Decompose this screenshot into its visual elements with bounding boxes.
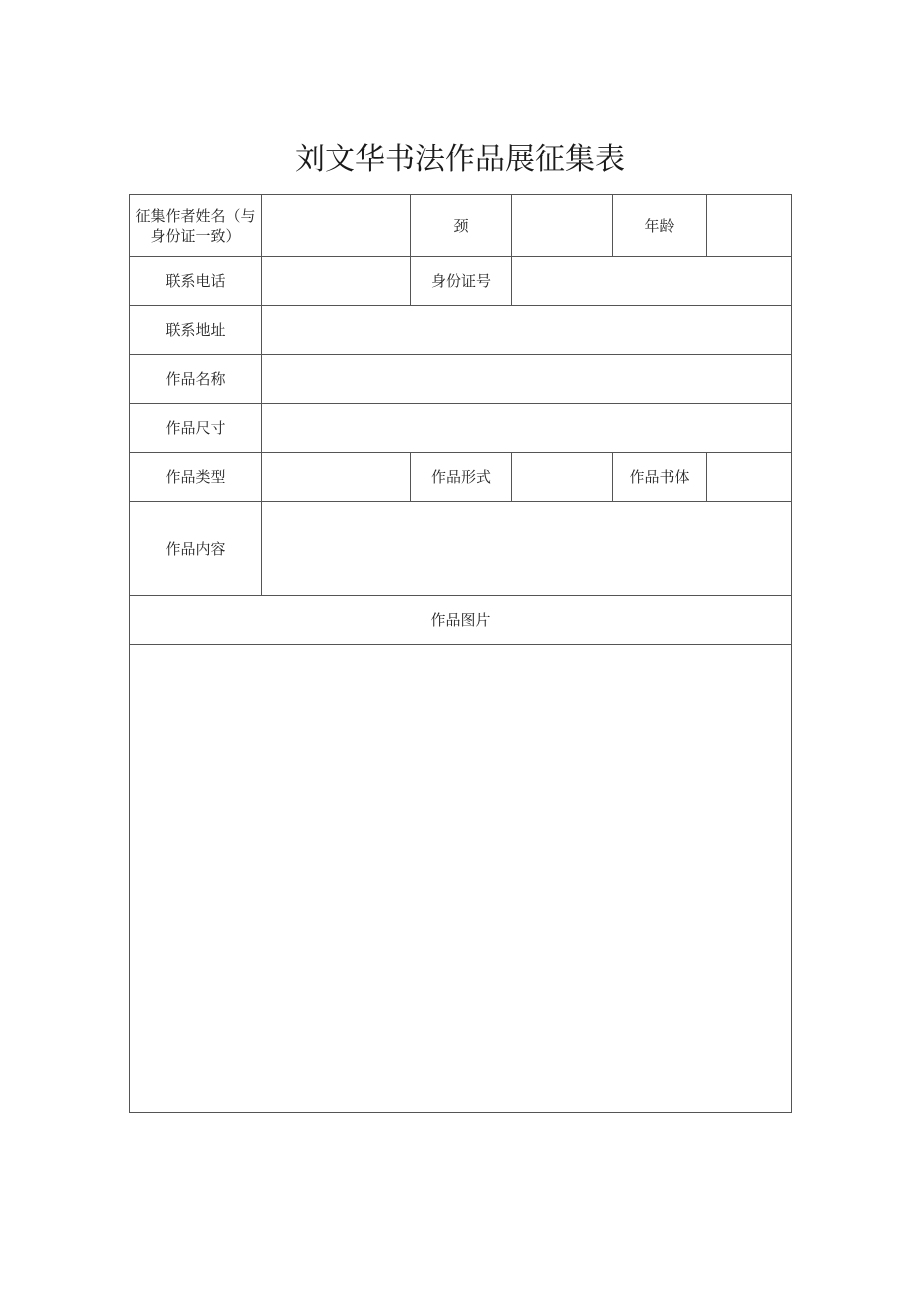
address-field[interactable]: [262, 306, 792, 355]
work-title-label: 作品名称: [130, 355, 262, 404]
address-label: 联系地址: [130, 306, 262, 355]
work-form-field[interactable]: [512, 453, 613, 502]
age-field[interactable]: [707, 195, 792, 257]
author-name-label: [130, 195, 262, 257]
phone-label: 联系电话: [130, 257, 262, 306]
work-content-field[interactable]: [262, 502, 792, 596]
gender-field[interactable]: [512, 195, 613, 257]
row-address: [130, 306, 792, 355]
author-name-label-line2: 身份证一致）: [150, 226, 241, 245]
row-author-info: [130, 195, 792, 257]
row-work-content: [130, 502, 792, 596]
work-type-field[interactable]: [262, 453, 411, 502]
row-work-image-header: [130, 596, 792, 645]
id-number-field[interactable]: [512, 257, 792, 306]
row-work-size: [130, 404, 792, 453]
work-script-field[interactable]: [707, 453, 792, 502]
author-name-field[interactable]: [262, 195, 411, 257]
work-type-label: 作品类型: [130, 453, 262, 502]
row-work-image-area: [130, 645, 792, 1113]
row-contact: [130, 257, 792, 306]
work-image-label: 作品图片: [130, 596, 792, 645]
phone-field[interactable]: [262, 257, 411, 306]
submission-form-table: [129, 194, 792, 1113]
age-label: 年龄: [613, 195, 707, 257]
work-form-label: 作品形式: [411, 453, 512, 502]
work-size-label: 作品尺寸: [130, 404, 262, 453]
work-script-label: 作品书体: [613, 453, 707, 502]
id-number-label: 身份证号: [411, 257, 512, 306]
author-name-label-line1: 征集作者姓名（与: [135, 206, 256, 225]
row-work-details: [130, 453, 792, 502]
work-content-label: 作品内容: [130, 502, 262, 596]
row-work-title: [130, 355, 792, 404]
work-image-area[interactable]: [130, 645, 792, 1113]
gender-label: 颈: [411, 195, 512, 257]
work-size-field[interactable]: [262, 404, 792, 453]
page-title: 刘文华书法作品展征集表: [295, 142, 625, 177]
work-title-field[interactable]: [262, 355, 792, 404]
